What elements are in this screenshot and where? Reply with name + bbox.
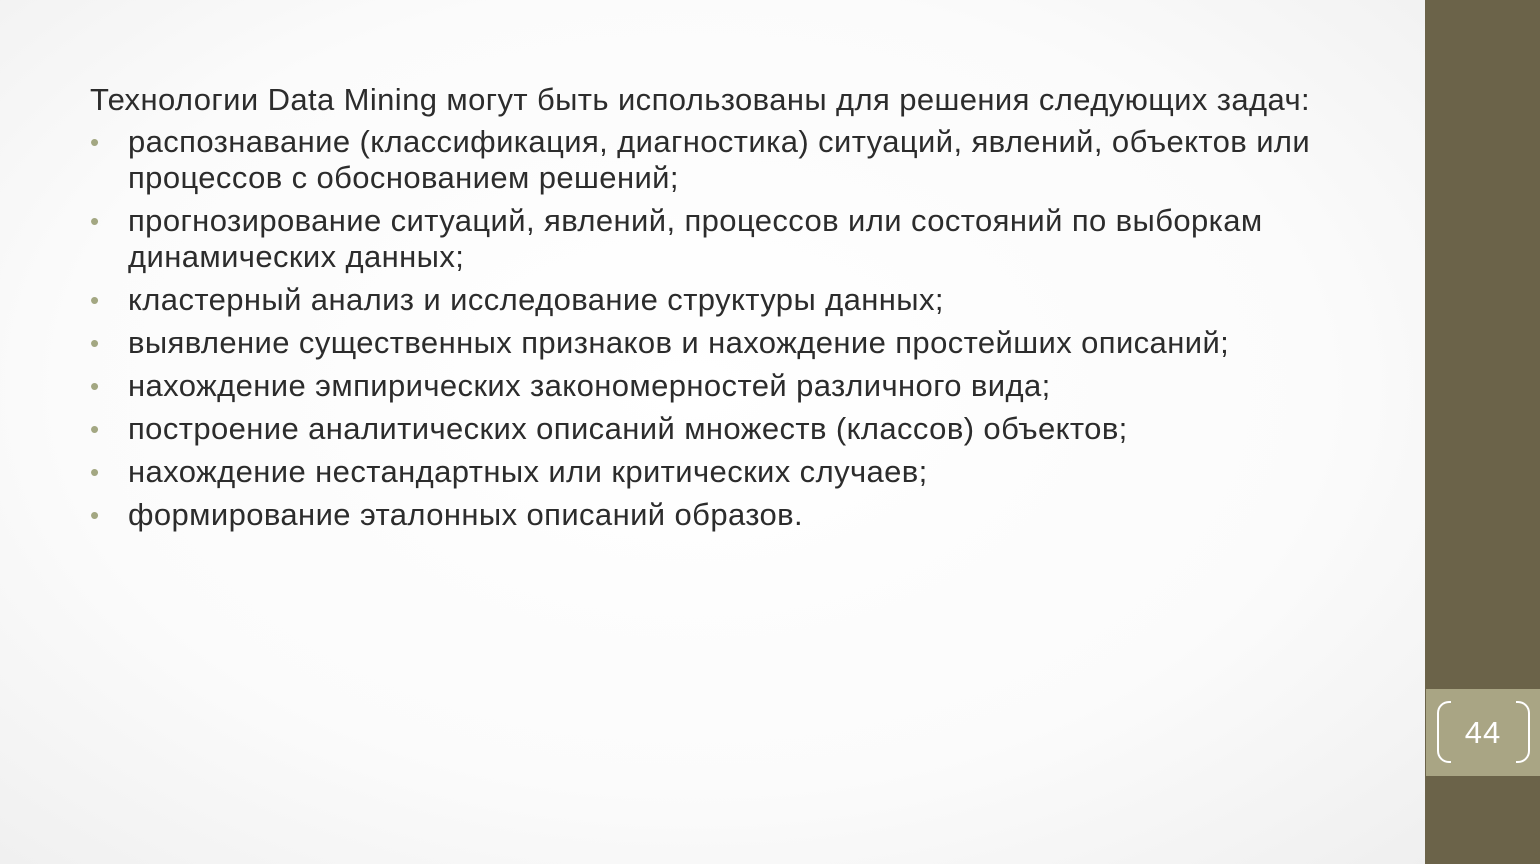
- slide-content: [90, 82, 1380, 540]
- bullet-icon: •: [90, 127, 100, 157]
- list-item-text: нахождение нестандартных или критических случаев;: [128, 454, 928, 489]
- list-item-text: формирование эталонных описаний образов.: [128, 497, 804, 532]
- list-item-text: прогнозирование ситуаций, явлений, процессов или состояний по выборкам динамических данных;: [128, 203, 1263, 274]
- list-item-text: построение аналитических описаний множеств (классов) объектов;: [128, 411, 1128, 446]
- bullet-icon: •: [90, 285, 100, 315]
- bullet-list: [90, 124, 1380, 533]
- list-item-text: кластерный анализ и исследование структуры данных;: [128, 282, 944, 317]
- bullet-icon: •: [90, 414, 100, 444]
- bullet-icon: •: [90, 500, 100, 530]
- bullet-icon: •: [90, 206, 100, 236]
- list-item: [90, 411, 1380, 447]
- bullet-icon: •: [90, 328, 100, 358]
- list-item: [90, 325, 1380, 361]
- list-item: [90, 497, 1380, 533]
- page-number: 44: [1464, 715, 1502, 750]
- bullet-icon: •: [90, 457, 100, 487]
- page-number-box: [1426, 689, 1540, 776]
- list-item: [90, 282, 1380, 318]
- intro-text: Технологии Data Mining могут быть использованы для решения следующих задач:: [90, 82, 1311, 117]
- list-item: [90, 454, 1380, 490]
- list-item-text: выявление существенных признаков и нахождение простейших описаний;: [128, 325, 1230, 360]
- list-item: [90, 124, 1380, 196]
- list-item-text: нахождение эмпирических закономерностей различного вида;: [128, 368, 1051, 403]
- list-item: [90, 203, 1380, 275]
- list-item-text: распознавание (классификация, диагностика) ситуаций, явлений, объектов или процессов с обоснованием решений;: [128, 124, 1311, 195]
- list-item: [90, 368, 1380, 404]
- bullet-icon: •: [90, 371, 100, 401]
